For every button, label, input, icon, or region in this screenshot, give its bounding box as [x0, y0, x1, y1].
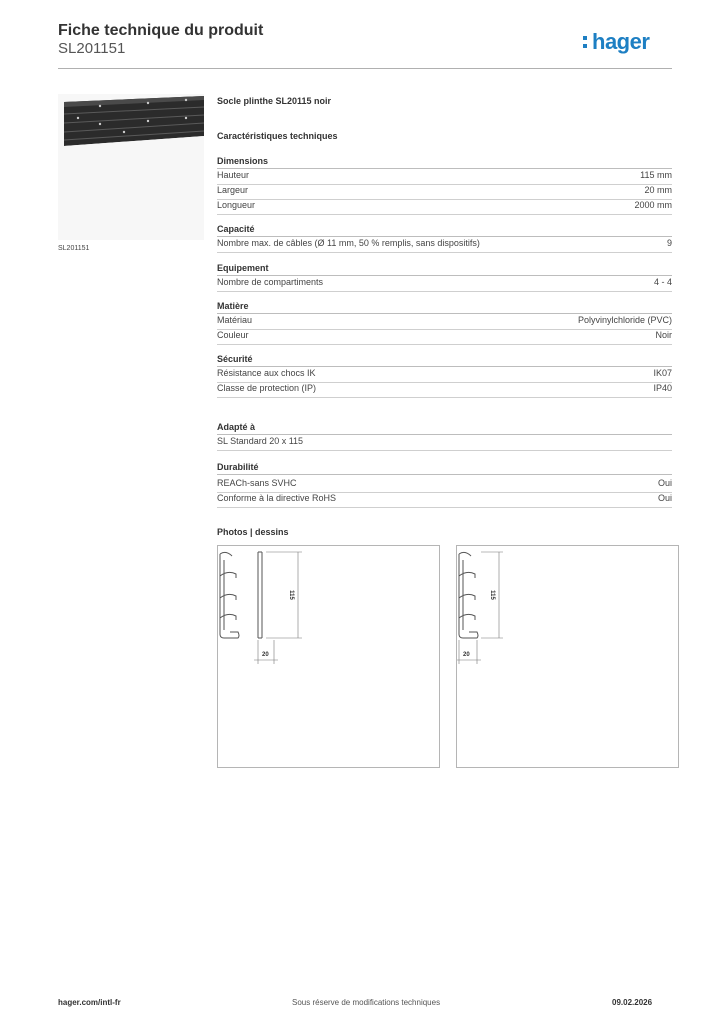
spec-label: Longueur: [217, 200, 256, 210]
spec-value: 20 mm: [644, 185, 672, 195]
photo-caption: SL201151: [58, 245, 90, 252]
spec-row: [217, 493, 672, 508]
footer-website: hager.com/intl-fr: [58, 998, 121, 1007]
footer-notice: Sous réserve de modifications techniques: [292, 998, 441, 1007]
product-name: Socle plinthe SL20115 noir: [217, 96, 332, 106]
dimension-height-label: 115: [488, 590, 495, 600]
spec-label: Résistance aux chocs IK: [217, 368, 316, 378]
spec-value: Noir: [655, 330, 672, 340]
spec-label: Conforme à la directive RoHS: [217, 493, 337, 503]
dimension-width-label: 20: [262, 652, 269, 658]
section-title-adapte: Adapté à: [217, 422, 672, 435]
spec-value: IP40: [653, 383, 672, 393]
section-title-capacite: Capacité: [217, 224, 672, 237]
spec-row: [217, 383, 672, 398]
product-reference: SL201151: [58, 40, 126, 57]
spec-value: 2000 mm: [634, 200, 672, 210]
page-title: Fiche technique du produit: [58, 22, 264, 39]
spec-label: SL Standard 20 x 115: [217, 436, 304, 446]
spec-label: Matériau: [217, 315, 253, 325]
spec-label: REACh-sans SVHC: [217, 478, 297, 488]
section-title-securite: Sécurité: [217, 354, 672, 367]
spec-label: Hauteur: [217, 170, 250, 180]
spec-row: [217, 170, 672, 185]
section-title-equipement: Equipement: [217, 263, 672, 276]
spec-row: [217, 436, 672, 451]
logo-text: hager: [592, 29, 650, 54]
technical-drawing-1: [217, 545, 440, 768]
spec-row: [217, 368, 672, 383]
characteristics-title: Caractéristiques techniques: [217, 131, 338, 141]
spec-label: Nombre max. de câbles (Ø 11 mm, 50 % remplis, sans dispositifs): [217, 238, 480, 248]
section-title-matiere: Matière: [217, 301, 672, 314]
section-title-dimensions: Dimensions: [217, 156, 672, 169]
spec-row: [217, 238, 672, 253]
spec-value: 115 mm: [640, 170, 672, 180]
spec-label: Couleur: [217, 330, 249, 340]
spec-value: Polyvinylchloride (PVC): [577, 315, 672, 325]
logo-dots-icon: [583, 36, 587, 48]
hager-logo: [592, 29, 649, 55]
photos-title: Photos | dessins: [217, 527, 289, 537]
spec-value: Oui: [657, 493, 672, 503]
spec-value: 4 - 4: [653, 277, 672, 287]
header-divider: [58, 68, 672, 69]
spec-label: Classe de protection (IP): [217, 383, 317, 393]
spec-label: Nombre de compartiments: [217, 277, 324, 287]
spec-row: [217, 330, 672, 345]
technical-drawing-2: [456, 545, 679, 768]
footer-date: 09.02.2026: [612, 998, 653, 1007]
spec-row: [217, 185, 672, 200]
spec-row: [217, 478, 672, 493]
spec-row: [217, 315, 672, 330]
dimension-width-label: 20: [463, 652, 470, 658]
dimension-height-label: 115: [287, 590, 294, 600]
product-photo: [58, 94, 204, 240]
spec-row: [217, 200, 672, 215]
spec-row: [217, 277, 672, 292]
spec-value: IK07: [653, 368, 672, 378]
spec-value: 9: [666, 238, 672, 248]
spec-label: Largeur: [217, 185, 249, 195]
spec-value: Oui: [657, 478, 672, 488]
section-title-durabilite: Durabilité: [217, 462, 672, 475]
